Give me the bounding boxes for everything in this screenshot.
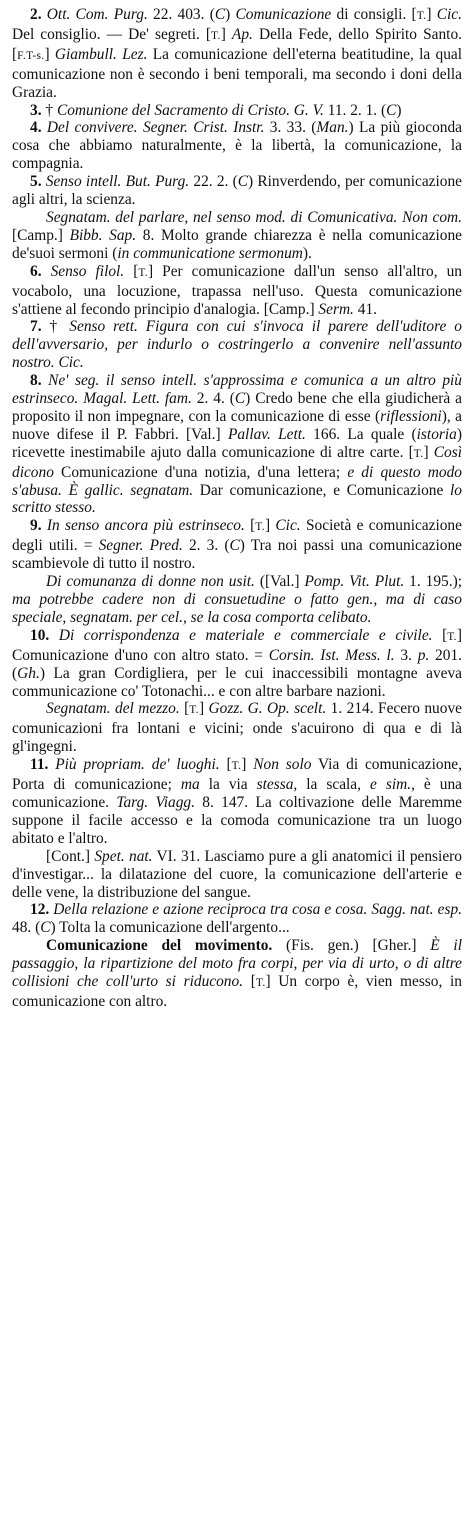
text-run: ) Rinverdendo, per comunicazione agli altri, la scienza. (12, 173, 462, 209)
text-run: Comunicazione d'una notizia, d'una lettera; (53, 463, 348, 481)
text-run: , è una comunicazione. (12, 776, 462, 811)
text-run: [ (124, 262, 139, 280)
text-run: [ (432, 626, 448, 644)
sense-number: 11. (30, 756, 49, 774)
sense-entry (12, 756, 462, 848)
text-run: Società e comunicazione degli utili. = (12, 517, 462, 555)
italic-run: C (234, 390, 246, 408)
text-run: [ (243, 973, 256, 991)
italic-run: Gozz. G. Op. scelt. (208, 700, 327, 718)
text-run: Del consiglio. — De' segreti. [ (12, 25, 212, 43)
italic-run: Pallav. Lett. (227, 425, 306, 443)
sub-entry (12, 848, 462, 902)
text-run: 22. 403. ( (147, 6, 215, 23)
text-run: , la scala, (293, 776, 370, 794)
text-run: (Fis. gen.) [Gher.] (272, 937, 431, 955)
text-run: † (41, 318, 70, 336)
sense-entry (12, 173, 462, 209)
sense-number: 10. (30, 626, 50, 644)
italic-run: Segnatam. del mezzo. (46, 700, 180, 718)
text-run: 201. ( (12, 646, 462, 682)
text-run: ] (423, 443, 434, 461)
text-run: ] Per comunicazione dall'un senso all'altro, un vocabolo, una locuzione, trapassa nell'uso. Questa comunicazione s'attiene al fecondo principio d'analogia. [Camp.] (12, 262, 462, 318)
sense-number: 3. (30, 101, 42, 119)
italic-run: Gh. (17, 664, 40, 682)
source-tag: T. (138, 266, 148, 279)
italic-run: C (237, 173, 249, 191)
sub-entry (12, 209, 462, 263)
text-run: ). (302, 244, 312, 262)
italic-run: In senso ancora più estrinseco. (46, 517, 245, 535)
text-run: [ (244, 517, 256, 535)
text-run (49, 627, 59, 644)
sense-number: 2. (30, 6, 42, 23)
italic-run: Ap. (231, 25, 253, 43)
text-run: ] Comunicazione d'uno con altro stato. = (12, 626, 462, 664)
italic-run: Serm. (318, 300, 354, 318)
sub-entry (12, 937, 462, 1011)
text-run: 8. Molto grande chiarezza è nella comunicazione de'suoi sermoni ( (12, 226, 462, 262)
sense-entry (12, 119, 462, 173)
source-tag: T. (255, 977, 266, 990)
source-tag: F.T-s. (17, 49, 45, 62)
italic-run: p. (417, 646, 430, 664)
italic-run: Comunione del Sacramento di Cristo. G. V. (56, 101, 324, 119)
text-run: ] Un corpo è, vien messo, in comunicazione con altro. (12, 973, 462, 1010)
sense-number: 5. (30, 173, 42, 191)
italic-run: Pomp. Vit. Plut. (304, 573, 405, 591)
italic-run: Senso filol. (50, 262, 125, 280)
text-run (42, 263, 51, 280)
text-run: ) (225, 6, 236, 23)
text-run: 166. La quale ( (305, 425, 417, 443)
italic-run: Man. (316, 119, 349, 137)
italic-run: Senso intell. But. Purg. (45, 173, 190, 191)
italic-run: Cic. (275, 517, 301, 535)
italic-run: Segner. Pred. (98, 537, 183, 555)
text-run: 8. 147. La coltivazione delle Maremme suppone il facile accesso e la comoda comunicazione tra un luogo abitato e l'altro. (12, 793, 462, 847)
text-run: ) (396, 101, 402, 119)
text-run: ([Val.] (254, 573, 305, 591)
italic-run: C (40, 919, 51, 937)
italic-run: C (386, 101, 397, 119)
source-tag: T. (447, 630, 457, 643)
text-run: † (41, 101, 57, 119)
text-run: ), a nuove difese il P. Fabbri. [Val.] (12, 407, 463, 443)
sense-entry (12, 263, 462, 319)
sense-number: 12. (30, 901, 50, 919)
text-run: 11. 2. 1. ( (323, 101, 387, 119)
italic-run: Della relazione e azione reciproca tra cosa e cosa. Sagg. nat. esp. (53, 901, 462, 919)
source-tag: T. (189, 704, 199, 717)
source-tag: T. (211, 29, 221, 42)
italic-run: Non solo (253, 756, 312, 774)
text-run: La comunicazione dell'eterna beatitudine, la qual comunicazione non è secondo i beni temporali, ma secondo i doni della Grazia. (12, 45, 462, 101)
text-run: ] (220, 25, 232, 43)
text-run: la via (199, 776, 257, 794)
italic-run: Giambull. Lez. (54, 45, 148, 63)
text-run: Via di comunicazione, Porta di comunicazione; (12, 756, 462, 794)
text-run: ) Tra noi passi una comunicazione scambievole di tutto il nostro. (12, 537, 462, 573)
sub-entry (12, 573, 462, 627)
italic-run: C (214, 6, 226, 23)
sense-number: 7. (30, 318, 42, 336)
sense-number: 4. (30, 119, 42, 137)
sense-entry (12, 6, 462, 102)
text-run: ) Credo bene che ella giudicherà a proposito il non impegnare, con la comunicazione di esse ( (12, 390, 462, 425)
italic-run: È il passaggio, la ripartizione del moto fra corpi, per via di urto, o di altre collisioni che coll'urto si riducono. (12, 937, 462, 991)
italic-run: ma potrebbe cadere non di consuetudine o fatto gen., ma di caso speciale, segnatam. per cel., se la cosa comporta celibato. (12, 591, 462, 626)
italic-run: Ne' seg. il senso intell. s'approssima e comunica a un altro più estrinseco. Magal. Lett. fam. (12, 372, 462, 408)
italic-run: Senso rett. Figura con cui s'invoca il parere dell'uditore o dell'avversario, per indurlo o costringerlo a convenire nell'assunto nostro. Cic. (12, 318, 462, 372)
sense-entry (12, 102, 462, 120)
text-run: 48. ( (12, 919, 41, 937)
text-run: 22. 2. ( (189, 173, 238, 191)
text-run: ) La gran Cordigliera, per le cui inaccessibili montagne aveva communicazione co' Totonachi... e con altre barbare nazioni. (12, 664, 462, 700)
italic-run: Di comunanza di donne non usit. (46, 573, 255, 591)
entry-list (12, 6, 462, 1011)
text-run: ] (426, 6, 437, 23)
italic-run: lo scritto stesso. (12, 481, 462, 517)
text-run: [ (219, 756, 232, 774)
italic-run: Bibb. Sap. (69, 226, 137, 244)
sense-entry (12, 901, 462, 937)
text-run: 2. 4. ( (191, 390, 235, 408)
text-run: 3. (394, 646, 418, 664)
italic-run: Targ. Viagg. (116, 793, 195, 811)
italic-run: Più propriam. de' luoghi. (55, 756, 220, 774)
text-run: ) Tolta la comunicazione dell'argento... (50, 919, 290, 937)
italic-run: Corsin. Ist. Mess. l. (268, 646, 395, 664)
text-run: 3. 33. ( (264, 119, 317, 137)
sense-entry (12, 627, 462, 701)
text-run: 1. 214. Fecero nuove comunicazioni fra lontani e vicini; onde s'acuirono di qua e di là gl'ingegni. (12, 700, 462, 756)
text-run: ] (264, 517, 276, 535)
sense-number: Comunicazione del movimento. (46, 937, 273, 955)
text-run: 1. 195.); (404, 573, 462, 591)
source-tag: T. (413, 447, 424, 460)
sense-number: 9. (30, 517, 42, 535)
sense-number: 8. (30, 372, 42, 390)
text-run: [Camp.] (12, 226, 70, 244)
sub-entry (12, 700, 462, 756)
italic-run: Così dicono (12, 443, 462, 481)
italic-run: e sim. (370, 776, 412, 794)
sense-entry (12, 318, 462, 372)
text-run: ) ricevette inestimabile ajuto dalla comunicazione di altre carte. [ (12, 425, 462, 461)
text-run: ] (198, 700, 209, 718)
italic-run: Ott. Com. Purg. (46, 6, 148, 23)
text-run: ] (44, 45, 55, 63)
italic-run: ma (180, 776, 200, 794)
italic-run: riflessioni (380, 407, 442, 425)
text-run: ] (241, 756, 254, 774)
text-run: [Cont.] (46, 847, 95, 865)
text-run: 2. 3. ( (182, 537, 230, 555)
sense-number: 6. (30, 262, 42, 280)
italic-run: istoria (416, 425, 457, 443)
italic-run: Spet. nat. (94, 847, 153, 865)
text-run: [ (179, 700, 190, 718)
italic-run: e di questo modo s'abusa. È gallic. segnatam. (12, 463, 462, 499)
text-run: Dar comunicazione, e Comunicazione (193, 481, 451, 499)
source-tag: T. (416, 10, 427, 22)
sense-entry (12, 372, 462, 517)
text-run: Della Fede, dello Spirito Santo. [ (12, 25, 462, 63)
italic-run: stessa (256, 776, 294, 794)
text-run: VI. 31. Lasciamo pure a gli anatomici il pensiero d'investigar... la dilatazione del cuore, la comunicazione dell'arterie e delle vene, la distribuzione del sangue. (12, 847, 462, 901)
italic-run: Di corrispondenza e materiale e commerciale e civile. (58, 626, 433, 644)
italic-run: Segnatam. del parlare, nel senso mod. di Comunicativa. Non com. (46, 208, 462, 226)
text-run: di consigli. [ (331, 6, 417, 23)
source-tag: T. (255, 521, 265, 534)
italic-run: C (229, 537, 240, 555)
italic-run: Comunicazione (235, 6, 332, 23)
text-run: 41. (353, 300, 377, 318)
source-tag: T. (231, 760, 242, 773)
text-run: ) La più gioconda cosa che abbiamo naturalmente, è la libertà, la comunicazione, la compagnia. (12, 119, 463, 173)
italic-run: in communicatione sermonum (117, 244, 303, 262)
sense-entry (12, 517, 462, 573)
italic-run: Cic. (436, 6, 462, 23)
italic-run: Del convivere. Segner. Crist. Instr. (46, 119, 265, 137)
